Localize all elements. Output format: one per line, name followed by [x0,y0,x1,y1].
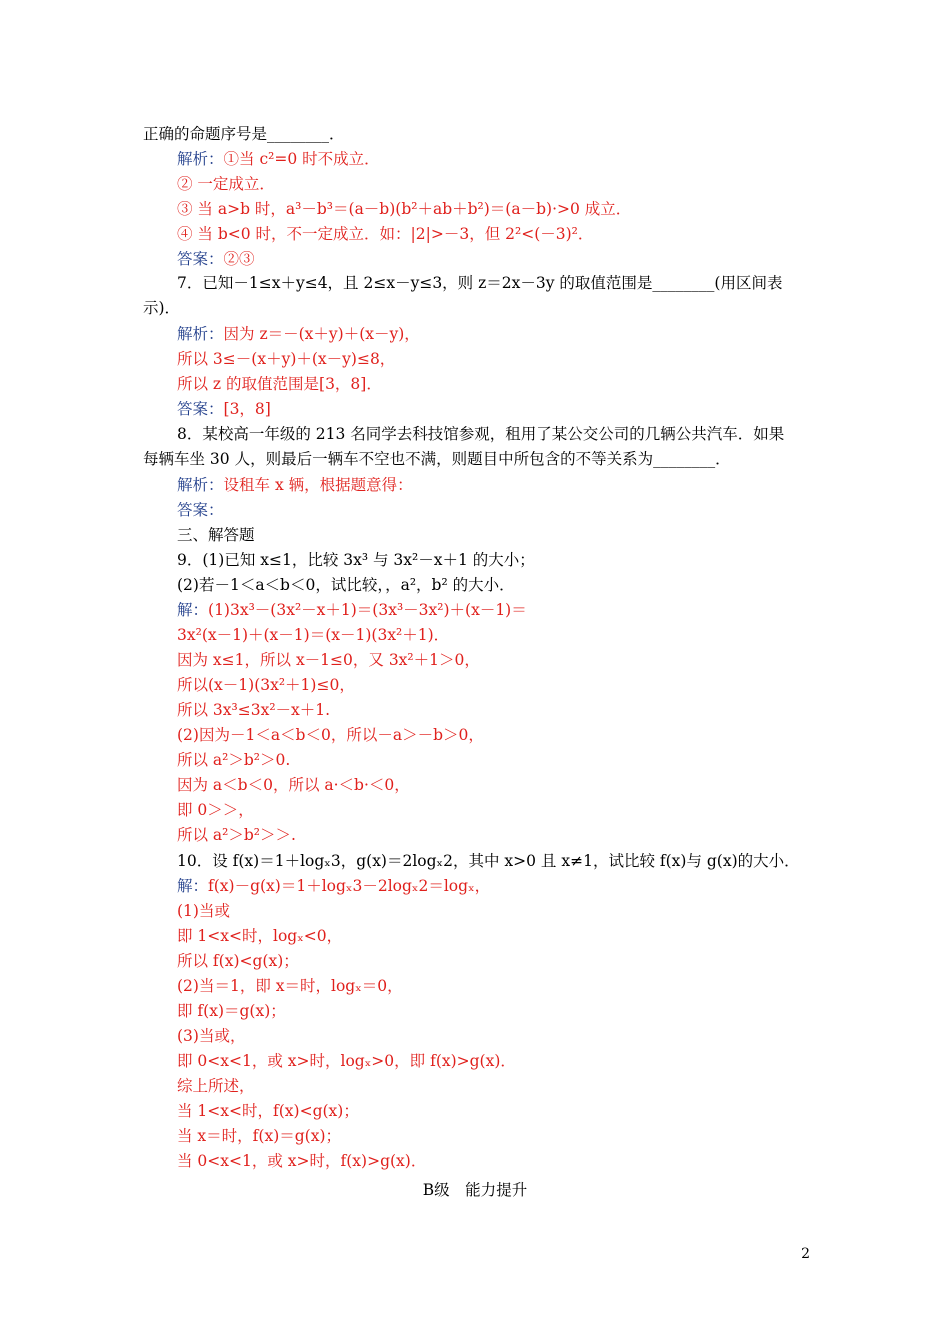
line-text: 即 0<x<1，或 x>时，logₓ>0，即 f(x)>g(x)． [177,1052,516,1070]
analysis-line [177,323,420,345]
answer-label: 答案： [177,400,224,418]
solution-line [177,599,527,621]
solution-line [177,1125,341,1147]
line-text: 综上所述， [177,1077,255,1095]
line-text: 设租车 x 辆，根据题意得： [223,476,413,494]
page-number: 2 [801,1246,810,1262]
solution-line [177,824,296,846]
analysis-line [177,148,380,170]
question-line [143,297,180,319]
solution-label: 解： [177,877,209,895]
line-text: f(x)－g(x)＝1＋logₓ3－2logₓ2＝logₓ， [208,877,491,895]
analysis-line [177,173,275,195]
analysis-label: 解析： [177,150,224,168]
line-text: 8．某校高一年级的 213 名同学去科技馆参观，租用了某公交公司的几辆公共汽车．如果 [177,425,785,443]
solution-line [177,950,299,972]
solution-line [177,649,480,671]
solution-line [177,1000,286,1022]
solution-line [177,975,403,997]
line-text: 三、解答题 [177,526,255,544]
question-line [177,574,515,596]
answer-label: 答案： [177,250,224,268]
solution-line [177,900,230,922]
question-line [143,448,731,470]
line-text: ②③ [223,250,255,268]
line-text: (2)若－1＜a＜b＜0，试比较，，a²，b² 的大小． [177,576,515,594]
text-line [143,123,345,145]
line-text: 即 1<x<时，logₓ<0， [177,927,343,945]
line-text: (1)3x³－(3x²－x＋1)＝(3x³－3x²)＋(x－1)＝ [208,601,527,619]
analysis-line [177,474,413,496]
analysis-label: 解析： [177,476,224,494]
line-text: 所以 f(x)<g(x)； [177,952,299,970]
solution-line [177,875,490,897]
line-text: 正确的命题序号是________． [143,125,345,143]
line-text: 当 1<x<时，f(x)<g(x)； [177,1102,359,1120]
line-text: 所以 3≤－(x＋y)＋(x－y)≤8， [177,350,396,368]
answer-line [177,398,271,420]
line-text: 7．已知－1≤x＋y≤4，且 2≤x－y≤3，则 z＝2x－3y 的取值范围是________(用区间表 [177,274,783,292]
line-text: 所以(x－1)(3x²＋1)≤0， [177,676,355,694]
line-text: ③ 当 a>b 时，a³－b³＝(a－b)(b²＋ab＋b²)＝(a－b)·>0 成立． [177,200,632,218]
answer-line [177,248,255,270]
section-heading: B级 能力提升 [422,1181,528,1199]
section-title [177,524,255,546]
analysis-line [177,223,593,245]
analysis-label: 解析： [177,325,224,343]
answer-label: 答案： [177,501,224,519]
analysis-line [177,198,631,220]
line-text: (2)因为－1＜a＜b＜0，所以－a＞－b＞0， [177,726,484,744]
line-text: [3，8] [223,400,271,418]
line-text: 9．(1)已知 x≤1，比较 3x³ 与 3x²－x＋1 的大小； [177,551,535,569]
line-text: ①当 c²=0 时不成立． [223,150,380,168]
line-text: 所以 z 的取值范围是[3，8]． [177,375,382,393]
line-text: 因为 x≤1，所以 x－1≤0，又 3x²＋1＞0， [177,651,480,669]
line-text: (2)当＝1，即 x＝时，logₓ＝0， [177,977,403,995]
analysis-line [177,348,395,370]
solution-line [177,1150,426,1172]
solution-line [177,1100,359,1122]
line-text: ④ 当 b<0 时，不一定成立．如：|2|>－3，但 2²<(－3)²． [177,225,594,243]
question-line [177,850,800,872]
solution-line [177,1050,516,1072]
solution-line [177,724,484,746]
line-text: 当 0<x<1，或 x>时，f(x)>g(x)． [177,1152,427,1170]
line-text: (1)当或 [177,902,230,920]
solution-line [177,749,290,771]
line-text: 示)． [143,299,181,317]
question-line [177,423,784,445]
line-text: 即 f(x)＝g(x)； [177,1002,286,1020]
solution-line [177,699,330,721]
line-text: (3)当或， [177,1027,246,1045]
line-text: 即 0＞＞， [177,801,254,819]
solution-line [177,674,355,696]
line-text: 因为 a＜b＜0，所以 a·＜b·＜0， [177,776,410,794]
solution-label: 解： [177,601,209,619]
question-line [177,272,782,294]
line-text: ② 一定成立． [177,175,275,193]
solution-line [177,799,254,821]
line-text: 因为 z＝－(x＋y)＋(x－y)， [223,325,420,343]
line-text: 所以 a²＞b²＞＞. [177,826,296,844]
analysis-line [177,373,382,395]
solution-line [177,624,449,646]
line-text: 所以 3x³≤3x²－x＋1. [177,701,331,719]
solution-line [177,774,410,796]
line-text: 当 x＝时，f(x)＝g(x)； [177,1127,341,1145]
line-text: 3x²(x－1)＋(x－1)＝(x－1)(3x²＋1)． [177,626,450,644]
question-line [177,549,535,571]
solution-line [177,925,342,947]
solution-line [177,1075,255,1097]
solution-line [177,1025,245,1047]
line-text: 每辆车坐 30 人，则最后一辆车不空也不满，则题目中所包含的不等关系为________． [143,450,731,468]
answer-line [177,499,224,521]
line-text: 10．设 f(x)＝1＋logₓ3，g(x)＝2logₓ2，其中 x>0 且 x≠1，试比较 f(x)与 g(x)的大小． [177,852,800,870]
line-text: 所以 a²＞b²＞0. [177,751,291,769]
